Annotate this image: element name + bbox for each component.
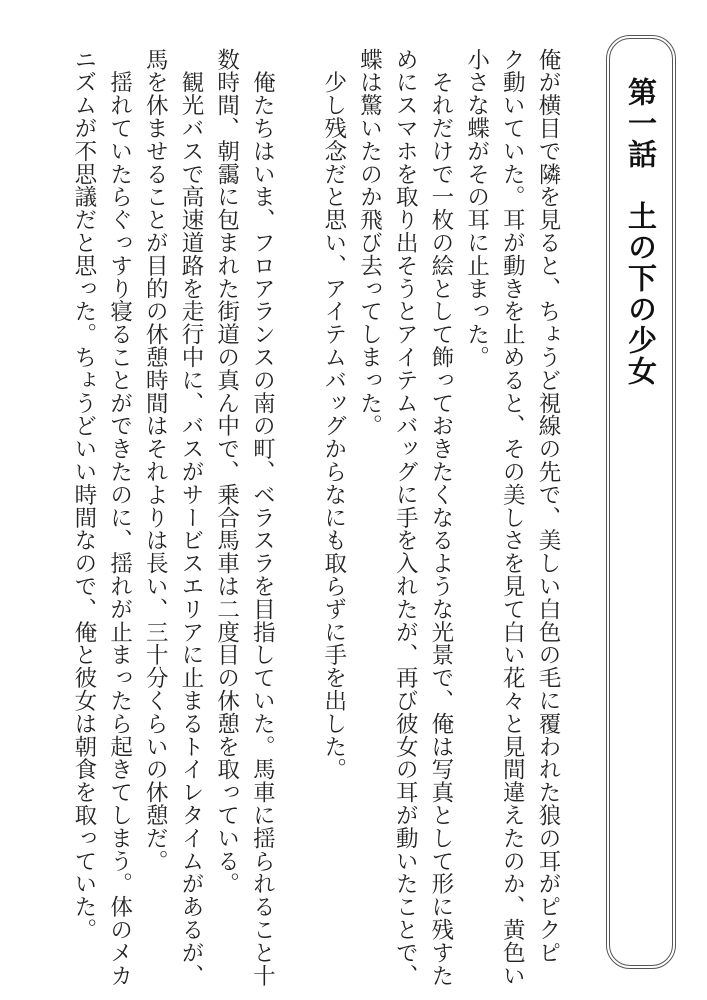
text-line: 俺たちはいま、フロアランスの南の町、ベラスラを目指していた。馬車に揺られること十 [249,48,276,987]
body-text [65,48,565,987]
text-line: 観光バスで高速道路を走行中に、バスがサービスエリアに止まるトイレタイムがあるが、 [177,48,204,987]
blank-line [279,48,315,978]
text-line: ク動いていた。耳が動きを止めると、その美しさを見て白い花々と見間違えたのか、黄色い [499,48,526,987]
text-line: 数時間、朝靄に包まれた街道の真ん中で、乗合馬車は二度目の休憩を取っている。 [213,48,240,896]
text-line: ニズムが不思議だと思った。ちょうどいい時間なので、俺と彼女は朝食を取っていた。 [70,48,97,942]
text-line: 小さな蝶がその耳に止まった。 [463,48,490,369]
text-line: 揺れていたらぐっすり寝ることができたのに、揺れが止まったら起きてしまう。体のメカ [106,48,133,987]
text-line: それだけで一枚の絵として飾っておきたくなるような光景で、俺は写真として形に残すた [427,48,454,987]
text-line: 馬を休ませることが目的の休憩時間はそれよりは長い、三十分くらいの休憩だ。 [142,48,169,873]
text-line: 俺が横目で隣を見ると、ちょうど視線の先で、美しい白色の毛に覆われた狼の耳がピクピ [535,48,561,964]
text-line: めにスマホを取り出そうとアイテムバッグに手を入れたが、再び彼女の耳が動いたことで、 [392,48,419,987]
chapter-title: 第一話 土の下の少女 [624,77,658,387]
chapter-title-box [606,35,676,969]
text-line: 蝶は驚いたのか飛び去ってしまった。 [356,48,383,438]
text-line: 少し残念だと思い、アイテムバッグからなにも取らずに手を出した。 [320,48,347,781]
